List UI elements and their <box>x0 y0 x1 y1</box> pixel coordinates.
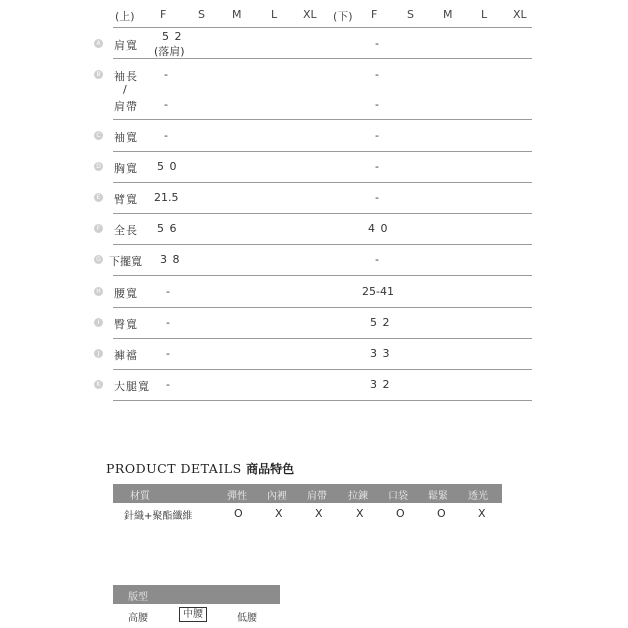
row-letter-badge: D <box>94 162 103 171</box>
details-value-pocket: O <box>396 507 405 520</box>
details-value-sheer: X <box>478 507 486 520</box>
bottom-size-label: (下) <box>333 10 353 23</box>
top-size-l: L <box>271 8 278 21</box>
bottom-value-shoulder: - <box>375 37 380 50</box>
details-header-strap: 肩帶 <box>307 491 327 502</box>
fit-option-high: 高腰 <box>128 613 148 624</box>
row-divider <box>113 151 532 152</box>
row-letter-badge: J <box>94 349 103 358</box>
bottom-value-hip: 5 2 <box>370 316 391 329</box>
top-value-shoulder: 5 2 <box>162 30 183 43</box>
bottom-value-thigh: 3 2 <box>370 378 391 391</box>
measure-label-shoulder: 肩寬 <box>114 39 138 52</box>
row-divider <box>113 213 532 214</box>
top-value-hip: - <box>166 316 171 329</box>
details-header-pocket: 口袋 <box>388 491 408 502</box>
bottom-size-s: S <box>407 8 414 21</box>
product-details-title-zh: 商品特色 <box>246 462 295 476</box>
top-note-shoulder: (落肩) <box>154 45 185 58</box>
row-letter-badge: B <box>94 70 103 79</box>
details-value-strap: X <box>315 507 323 520</box>
bottom-value-waist: 25-41 <box>362 285 394 298</box>
top-value-length: 5 6 <box>157 222 178 235</box>
top-size-xl: XL <box>303 8 317 21</box>
row-letter-badge: F <box>94 224 103 233</box>
details-header-bar <box>113 484 502 503</box>
row-divider <box>113 338 532 339</box>
row-letter-badge: H <box>94 287 103 296</box>
details-header-material: 材質 <box>130 491 150 502</box>
details-header-elastic-band: 鬆緊 <box>428 491 448 502</box>
top-value-sleeve-width: - <box>164 129 169 142</box>
bottom-value-sleeve-width: - <box>375 129 380 142</box>
bottom-size-m: M <box>443 8 453 21</box>
row-letter-badge: C <box>94 131 103 140</box>
bottom-size-xl: XL <box>513 8 527 21</box>
details-header-zipper: 拉鍊 <box>348 491 368 502</box>
row-divider <box>113 307 532 308</box>
top-value-hem: 3 8 <box>160 253 181 266</box>
bottom-size-l: L <box>481 8 488 21</box>
bottom-value-strap: - <box>375 98 380 111</box>
fit-header-bar <box>113 585 280 604</box>
row-letter-badge: I <box>94 318 103 327</box>
details-material: 針織+聚酯纖維 <box>124 511 193 522</box>
top-value-thigh: - <box>166 378 171 391</box>
details-header-elastic: 彈性 <box>227 491 247 502</box>
row-divider <box>113 119 532 120</box>
fit-header-label: 版型 <box>128 592 148 603</box>
details-header-lining: 內裡 <box>267 491 287 502</box>
fit-option-mid-selected: 中腰 <box>179 607 207 622</box>
measure-label-sleeve-length: 袖長 <box>114 70 138 83</box>
details-value-lining: X <box>275 507 283 520</box>
measure-label-hip: 臀寬 <box>114 318 138 331</box>
product-details-title-en: PRODUCT DETAILS <box>106 461 242 476</box>
row-letter-badge: K <box>94 380 103 389</box>
measure-label-chest: 胸寬 <box>114 162 138 175</box>
details-value-zipper: X <box>356 507 364 520</box>
row-divider <box>113 182 532 183</box>
top-value-waist: - <box>166 285 171 298</box>
bottom-size-f: F <box>371 8 378 21</box>
details-value-elastic: O <box>234 507 243 520</box>
measure-label-thigh: 大腿寬 <box>114 380 150 393</box>
row-divider <box>113 244 532 245</box>
bottom-value-hem: - <box>375 253 380 266</box>
top-value-strap: - <box>164 98 169 111</box>
details-header-sheer: 透光 <box>468 491 488 502</box>
top-size-m: M <box>232 8 242 21</box>
bottom-value-length: 4 0 <box>368 222 389 235</box>
measure-label-waist: 腰寬 <box>114 287 138 300</box>
measure-label-strap: 肩帶 <box>114 100 138 113</box>
top-size-label: (上) <box>115 10 135 23</box>
measure-label-length: 全長 <box>114 224 138 237</box>
bottom-value-chest: - <box>375 160 380 173</box>
row-letter-badge: A <box>94 39 103 48</box>
row-divider <box>113 369 532 370</box>
row-divider <box>113 400 532 401</box>
top-value-chest: 5 0 <box>157 160 178 173</box>
bottom-value-sleeve-length: - <box>375 68 380 81</box>
measure-label-sleeve-width: 袖寬 <box>114 131 138 144</box>
measure-label-rise: 褲襠 <box>114 349 138 362</box>
measure-label-slash: / <box>123 83 128 96</box>
measure-label-arm: 臂寬 <box>114 193 138 206</box>
top-value-rise: - <box>166 347 171 360</box>
row-letter-badge: G <box>94 255 103 264</box>
row-divider <box>113 275 532 276</box>
measure-label-hem: 下擺寬 <box>109 255 142 268</box>
product-details-title <box>106 460 294 477</box>
header-divider <box>113 27 532 28</box>
top-size-f: F <box>160 8 167 21</box>
top-size-s: S <box>198 8 205 21</box>
top-value-arm: 21.5 <box>154 191 179 204</box>
bottom-value-arm: - <box>375 191 380 204</box>
top-value-sleeve-length: - <box>164 68 169 81</box>
row-letter-badge: E <box>94 193 103 202</box>
bottom-value-rise: 3 3 <box>370 347 391 360</box>
fit-option-low: 低腰 <box>237 613 257 624</box>
details-value-elastic-band: O <box>437 507 446 520</box>
